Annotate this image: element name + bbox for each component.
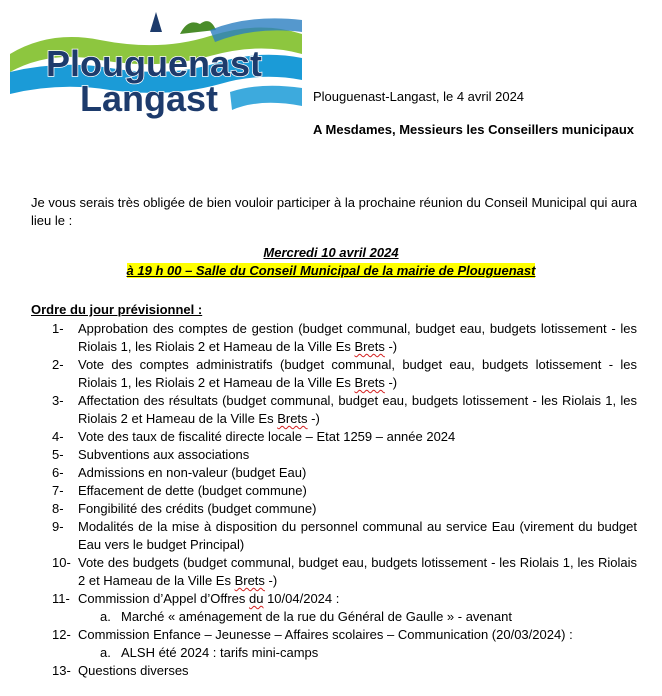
agenda-item-text: Fongibilité des crédits (budget commune) bbox=[78, 501, 317, 516]
agenda-item bbox=[31, 464, 637, 482]
agenda-subitem-text: ALSH été 2024 : tarifs mini-camps bbox=[121, 645, 319, 660]
agenda-list bbox=[31, 320, 637, 680]
agenda-item bbox=[31, 356, 637, 392]
agenda-item-number: 6- bbox=[52, 465, 64, 480]
meeting-time-place bbox=[0, 263, 662, 278]
agenda-item-number: 2- bbox=[52, 357, 64, 372]
agenda-item bbox=[31, 428, 637, 446]
spellcheck-flagged-word: Brets bbox=[354, 375, 385, 390]
agenda-item-text: Admissions en non-valeur (budget Eau) bbox=[78, 465, 307, 480]
agenda-item-number: 11- bbox=[52, 591, 70, 606]
logo-line-2: Langast bbox=[80, 78, 219, 119]
agenda-item bbox=[31, 482, 637, 500]
addressee: A Mesdames, Messieurs les Conseillers municipaux bbox=[313, 122, 635, 137]
agenda-item-text: Subventions aux associations bbox=[78, 447, 250, 462]
agenda-item-text-end: -) bbox=[384, 339, 398, 354]
agenda-item-number: 8- bbox=[52, 501, 64, 516]
agenda-item-number: 13- bbox=[52, 663, 71, 678]
agenda-item bbox=[31, 500, 637, 518]
agenda-item-text-end: -) bbox=[384, 375, 398, 390]
agenda-item-text: Commission d’Appel d’Offres bbox=[78, 591, 249, 606]
agenda-item bbox=[31, 392, 637, 428]
intro-paragraph: Je vous serais très obligée de bien vouloir participer à la prochaine réunion du Conseil Municipal qui aura lieu le : bbox=[31, 195, 637, 228]
agenda-item-number: 3- bbox=[52, 393, 64, 408]
agenda-item bbox=[31, 554, 637, 590]
spellcheck-flagged-word: du bbox=[249, 591, 264, 606]
agenda-item-number: 7- bbox=[52, 483, 64, 498]
agenda-item-text: Vote des comptes administratifs (budget communal, budget eau, budgets lotissement - les Riolais 1, les Riolais 2 et Hameau de la Ville Es bbox=[78, 357, 637, 390]
agenda-item bbox=[31, 446, 637, 464]
logo-line-1: Plouguenast bbox=[46, 43, 263, 84]
agenda-item-number: 4- bbox=[52, 429, 64, 444]
agenda-item bbox=[31, 626, 637, 662]
agenda-item-text: Modalités de la mise à disposition du personnel communal au service Eau (virement du budget Eau vers le budget Principal) bbox=[78, 519, 637, 552]
agenda-item-number: 10- bbox=[52, 555, 71, 570]
agenda-item bbox=[31, 518, 637, 554]
place-and-date: Plouguenast-Langast, le 4 avril 2024 bbox=[313, 89, 525, 104]
agenda-item-number: 12- bbox=[52, 627, 71, 642]
spellcheck-flagged-word: Brets bbox=[277, 411, 308, 426]
spellcheck-flagged-word: Brets bbox=[354, 339, 385, 354]
spellcheck-flagged-word: Brets bbox=[234, 573, 265, 588]
agenda-subitem-letter: a. bbox=[100, 609, 111, 624]
meeting-date: Mercredi 10 avril 2024 bbox=[263, 245, 399, 260]
agenda-sublist bbox=[78, 644, 637, 662]
agenda-item-text-end: -) bbox=[307, 411, 320, 426]
agenda-item-text-end: -) bbox=[264, 573, 278, 588]
agenda-item bbox=[31, 320, 637, 356]
agenda-title: Ordre du jour prévisionnel : bbox=[31, 302, 203, 317]
agenda-subitem bbox=[78, 644, 637, 662]
town-logo bbox=[10, 10, 302, 122]
agenda-item bbox=[31, 662, 637, 680]
agenda-item-text: Approbation des comptes de gestion (budget communal, budget eau, budgets lotissement - les Riolais 1, les Riolais 2 et Hameau de la Ville Es bbox=[78, 321, 637, 354]
agenda-item-text: Vote des budgets (budget communal, budget eau, budgets lotissement - les Riolais 1, les Riolais 2 et Hameau de la Ville Es bbox=[78, 555, 637, 588]
agenda-item-number: 5- bbox=[52, 447, 64, 462]
agenda-item-text: Vote des taux de fiscalité directe locale – Etat 1259 – année 2024 bbox=[78, 429, 456, 444]
meeting-time-place-text: à 19 h 00 – Salle du Conseil Municipal de la mairie de Plouguenast bbox=[126, 263, 536, 278]
agenda-sublist bbox=[78, 608, 637, 626]
agenda-item bbox=[31, 590, 637, 626]
agenda-subitem bbox=[78, 608, 637, 626]
agenda-subitem-letter: a. bbox=[100, 645, 111, 660]
agenda-item-text: Commission Enfance – Jeunesse – Affaires scolaires – Communication (20/03/2024) : bbox=[78, 627, 573, 642]
agenda-item-text-end: 10/04/2024 : bbox=[263, 591, 340, 606]
agenda-item-number: 9- bbox=[52, 519, 64, 534]
agenda-item-text: Effacement de dette (budget commune) bbox=[78, 483, 307, 498]
agenda-item-text: Questions diverses bbox=[78, 663, 189, 678]
agenda-subitem-text: Marché « aménagement de la rue du Général de Gaulle » - avenant bbox=[121, 609, 512, 624]
agenda-item-number: 1- bbox=[52, 321, 64, 336]
agenda-item-text: Affectation des résultats (budget communal, budget eau, budgets lotissement - les Riolais 1, les Riolais 2 et Hameau de la Ville Es bbox=[78, 393, 637, 426]
